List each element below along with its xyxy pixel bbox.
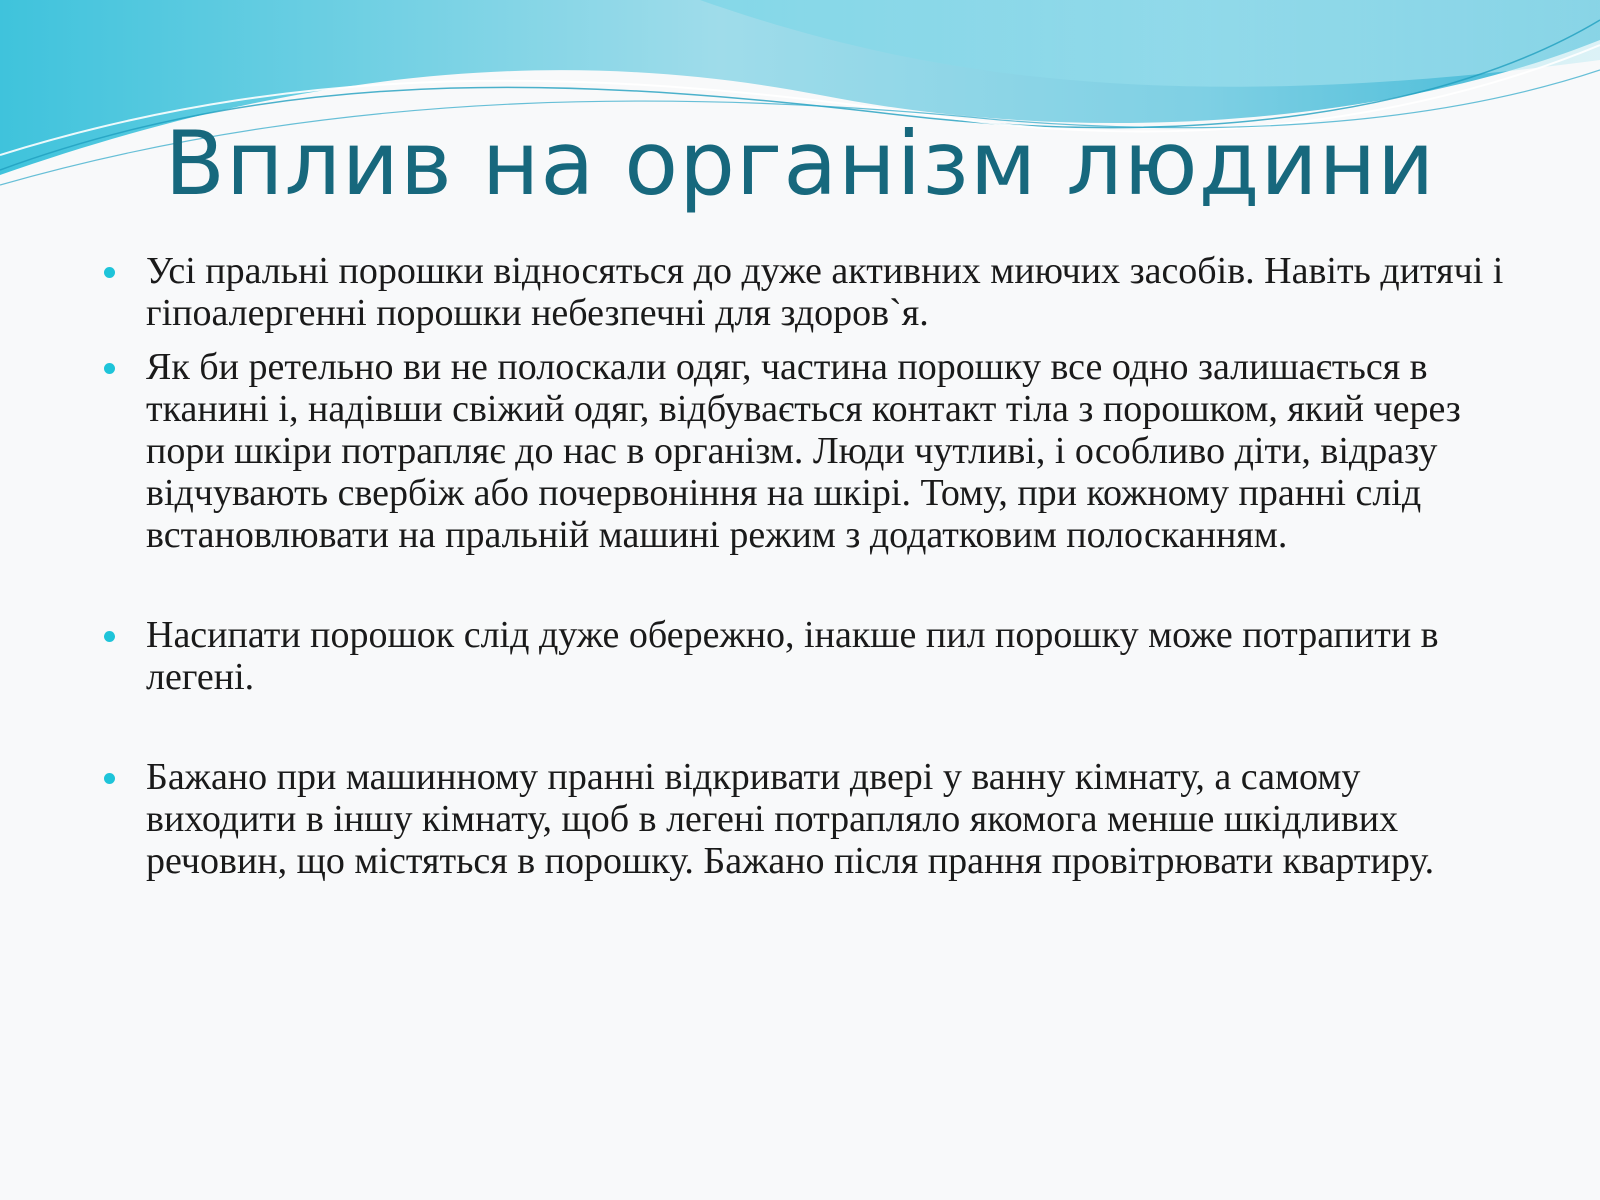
bullet-item bbox=[104, 346, 1504, 556]
bullet-text: Бажано при машинному пранні відкривати двері у ванну кімнату, а самому виходити в іншу кімнату, щоб в легені потрапляло якомога менше шкідливих речовин, що містяться в порошку. Бажано після прання провітрювати квартиру. bbox=[146, 756, 1435, 882]
bullet-item bbox=[104, 756, 1504, 882]
bullet-dot-icon bbox=[104, 773, 115, 784]
bullet-item bbox=[104, 250, 1504, 334]
bullet-text: Насипати порошок слід дуже обережно, інакше пил порошку може потрапити в легені. bbox=[146, 614, 1439, 698]
bullet-list bbox=[104, 250, 1504, 882]
slide-title: Вплив на організм людини bbox=[164, 112, 1436, 215]
bullet-dot-icon bbox=[104, 267, 115, 278]
bullet-dot-icon bbox=[104, 363, 115, 374]
bullet-dot-icon bbox=[104, 631, 115, 642]
bullet-text: Усі пральні порошки відносяться до дуже активних миючих засобів. Навіть дитячі і гіпоалергенні порошки небезпечні для здоров`я. bbox=[146, 250, 1504, 334]
bullet-item bbox=[104, 614, 1504, 698]
bullet-text: Як би ретельно ви не полоскали одяг, частина порошку все одно залишається в тканині і, надівши свіжий одяг, відбувається контакт тіла з порошком, який через пори шкіри потрапляє до нас в організм. Люди чутливі, і особливо діти, відразу відчувають свербіж або почервоніння на шкірі. Тому, при кожному пранні слід встановлювати на пральній машині режим з додатковим полосканням. bbox=[146, 346, 1461, 556]
